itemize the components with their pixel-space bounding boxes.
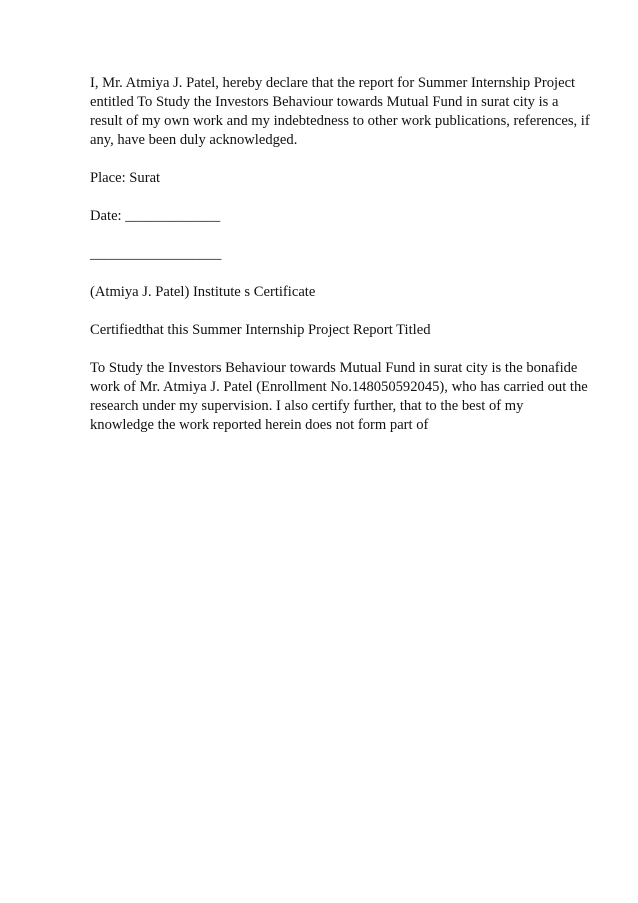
date-line: Date: _____________	[90, 208, 221, 224]
signature-line: __________________	[90, 246, 222, 262]
certified-intro: Certifiedthat this Summer Internship Project Report Titled	[90, 322, 431, 338]
signatory-heading: (Atmiya J. Patel) Institute s Certificate	[90, 284, 316, 300]
document-body	[90, 74, 595, 454]
place-line: Place: Surat	[90, 170, 161, 186]
declaration-paragraph: I, Mr. Atmiya J. Patel, hereby declare that the report for Summer Internship Project entitled To Study the Investors Behaviour towards Mutual Fund in surat city is a result of my own work and my indebtedness to other work publications, references, if any, have been duly acknowledged.	[90, 75, 590, 148]
certificate-paragraph: To Study the Investors Behaviour towards Mutual Fund in surat city is the bonafide work of Mr. Atmiya J. Patel (Enrollment No.148050592045), who has carried out the research under my supervision. I also certify further, that to the best of my knowledge the work reported herein does not form part of	[90, 360, 588, 433]
